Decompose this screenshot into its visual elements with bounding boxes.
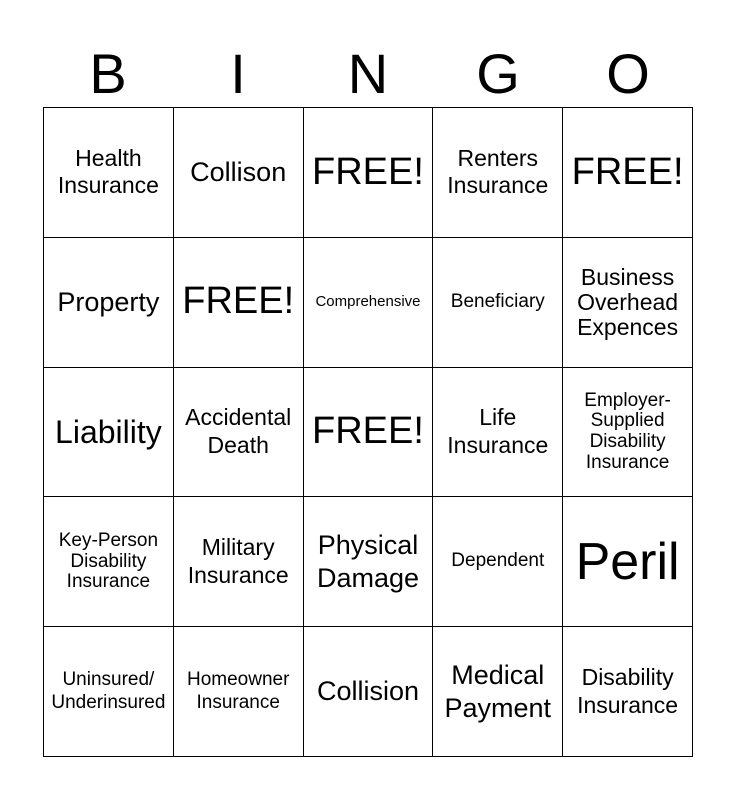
bingo-card-grid — [43, 107, 693, 757]
bingo-cell[interactable]: Liability — [44, 368, 174, 498]
header-letter-g: G — [476, 42, 520, 105]
bingo-cell-free[interactable]: FREE! — [174, 238, 304, 368]
bingo-cell[interactable]: Accidental Death — [174, 368, 304, 498]
bingo-cell[interactable]: Military Insurance — [174, 497, 304, 627]
bingo-cell[interactable]: Homeowner Insurance — [174, 627, 304, 757]
bingo-cell[interactable]: Property — [44, 238, 174, 368]
bingo-cell[interactable]: Business Overhead Expences — [563, 238, 693, 368]
bingo-cell[interactable]: Collision — [304, 627, 434, 757]
bingo-cell[interactable]: Collison — [174, 108, 304, 238]
bingo-cell[interactable]: Uninsured/ Underinsured — [44, 627, 174, 757]
bingo-cell[interactable]: Comprehensive — [304, 238, 434, 368]
bingo-cell[interactable]: Disability Insurance — [563, 627, 693, 757]
header-letter-b: B — [89, 42, 127, 105]
bingo-cell-free[interactable]: FREE! — [304, 368, 434, 498]
bingo-cell[interactable]: Physical Damage — [304, 497, 434, 627]
bingo-cell[interactable]: Dependent — [433, 497, 563, 627]
bingo-cell[interactable]: Peril — [563, 497, 693, 627]
bingo-cell[interactable]: Employer-Supplied Disability Insurance — [563, 368, 693, 498]
bingo-cell[interactable]: Beneficiary — [433, 238, 563, 368]
bingo-cell[interactable]: Health Insurance — [44, 108, 174, 238]
header-letter-i: I — [230, 42, 246, 105]
bingo-header — [43, 40, 693, 108]
bingo-cell[interactable]: Key-Person Disability Insurance — [44, 497, 174, 627]
header-letter-o: O — [606, 42, 650, 105]
bingo-cell-free[interactable]: FREE! — [304, 108, 434, 238]
bingo-cell[interactable]: Life Insurance — [433, 368, 563, 498]
header-letter-n: N — [347, 42, 389, 105]
bingo-cell[interactable]: Medical Payment — [433, 627, 563, 757]
bingo-cell-free[interactable]: FREE! — [563, 108, 693, 238]
bingo-cell[interactable]: Renters Insurance — [433, 108, 563, 238]
